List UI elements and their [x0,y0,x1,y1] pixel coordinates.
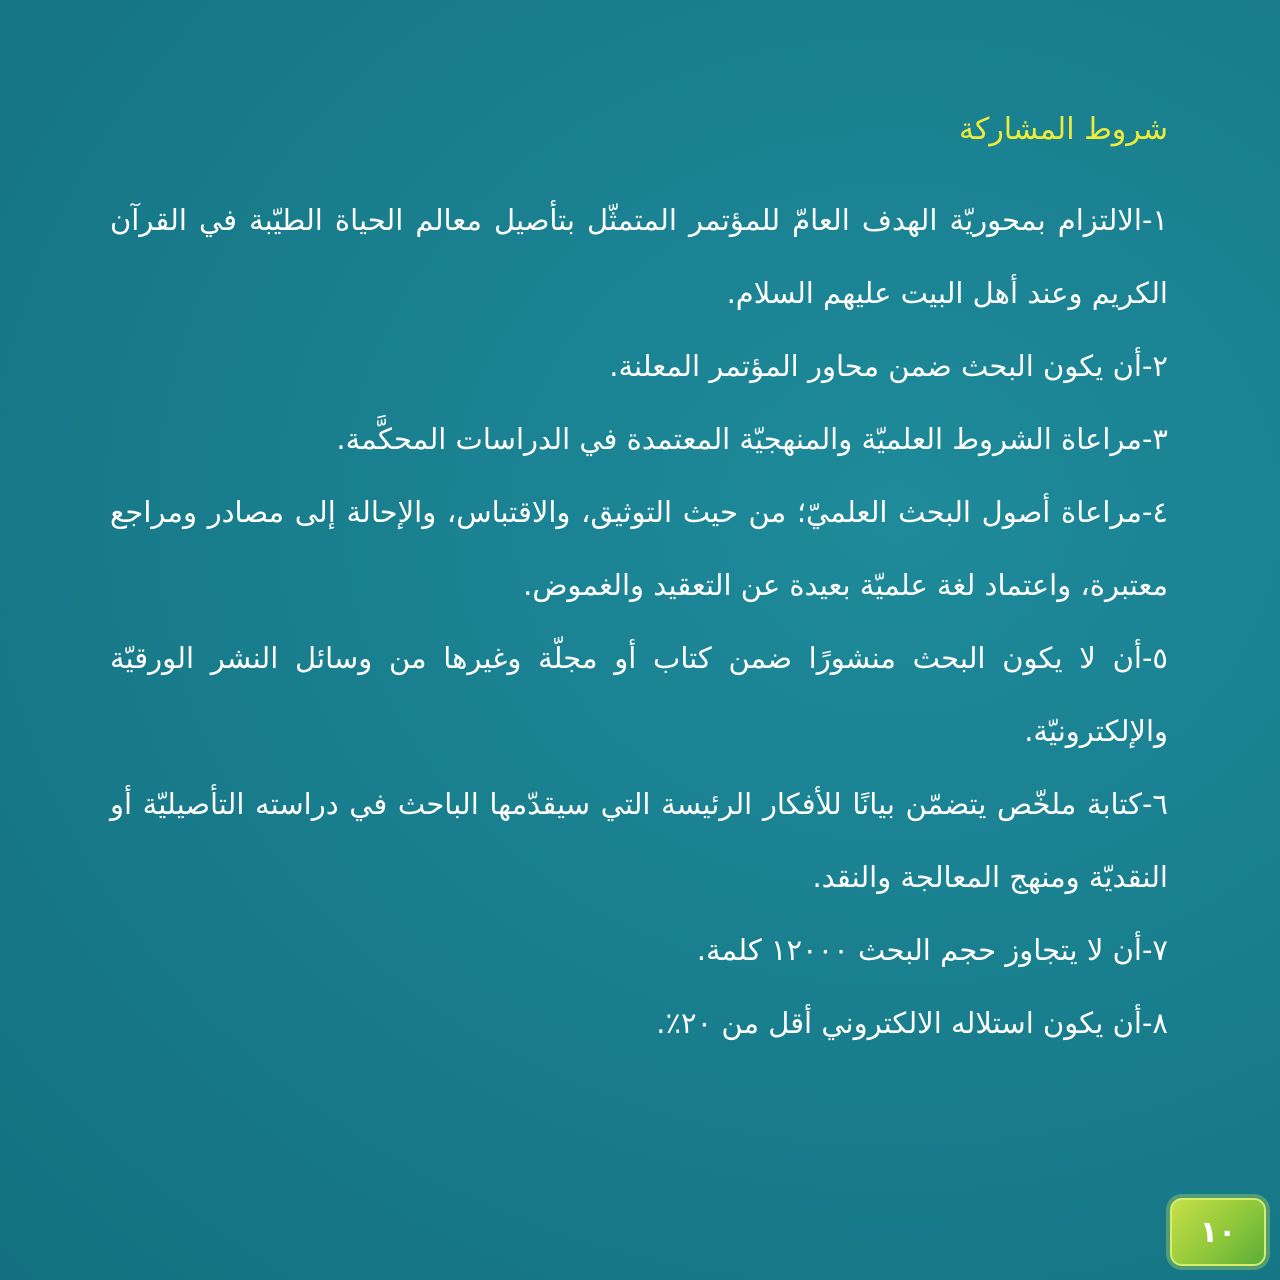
condition-item-4: ٤-مراعاة أصول البحث العلميّ؛ من حيث التوثيق، والاقتباس، والإحالة إلى مصادر ومراجع معتبرة، واعتماد لغة علميّة بعيدة عن التعقيد والغموض. [110,495,1168,602]
conditions-list [110,184,1168,1060]
condition-item-6: ٦-كتابة ملخّص يتضمّن بيانًا للأفكار الرئيسة التي سيقدّمها الباحث في دراسته التأصيليّة أو النقديّة ومنهج المعالجة والنقد. [110,787,1168,894]
condition-item-5: ٥-أن لا يكون البحث منشورًا ضمن كتاب أو مجلّة وغيرها من وسائل النشر الورقيّة والإلكترونيّة. [110,641,1168,748]
page-number: ١٠ [1199,1214,1237,1250]
condition-item-8: ٨-أن يكون استلاله الالكتروني أقل من ٢٠٪. [656,1006,1168,1040]
section-heading: شروط المشاركة [958,112,1168,147]
condition-item-2: ٢-أن يكون البحث ضمن محاور المؤتمر المعلنة. [609,349,1168,383]
condition-item-1: ١-الالتزام بمحوريّة الهدف العامّ للمؤتمر المتمثّل بتأصيل معالم الحياة الطيّبة في القرآن الكريم وعند أهل البيت عليهم السلام. [110,203,1168,310]
page-number-badge [1170,1198,1266,1266]
conditions-section [110,98,1168,1060]
condition-item-7: ٧-أن لا يتجاوز حجم البحث ١٢٠٠٠ كلمة. [696,933,1168,967]
condition-item-3: ٣-مراعاة الشروط العلميّة والمنهجيّة المعتمدة في الدراسات المحكَّمة. [336,422,1168,456]
